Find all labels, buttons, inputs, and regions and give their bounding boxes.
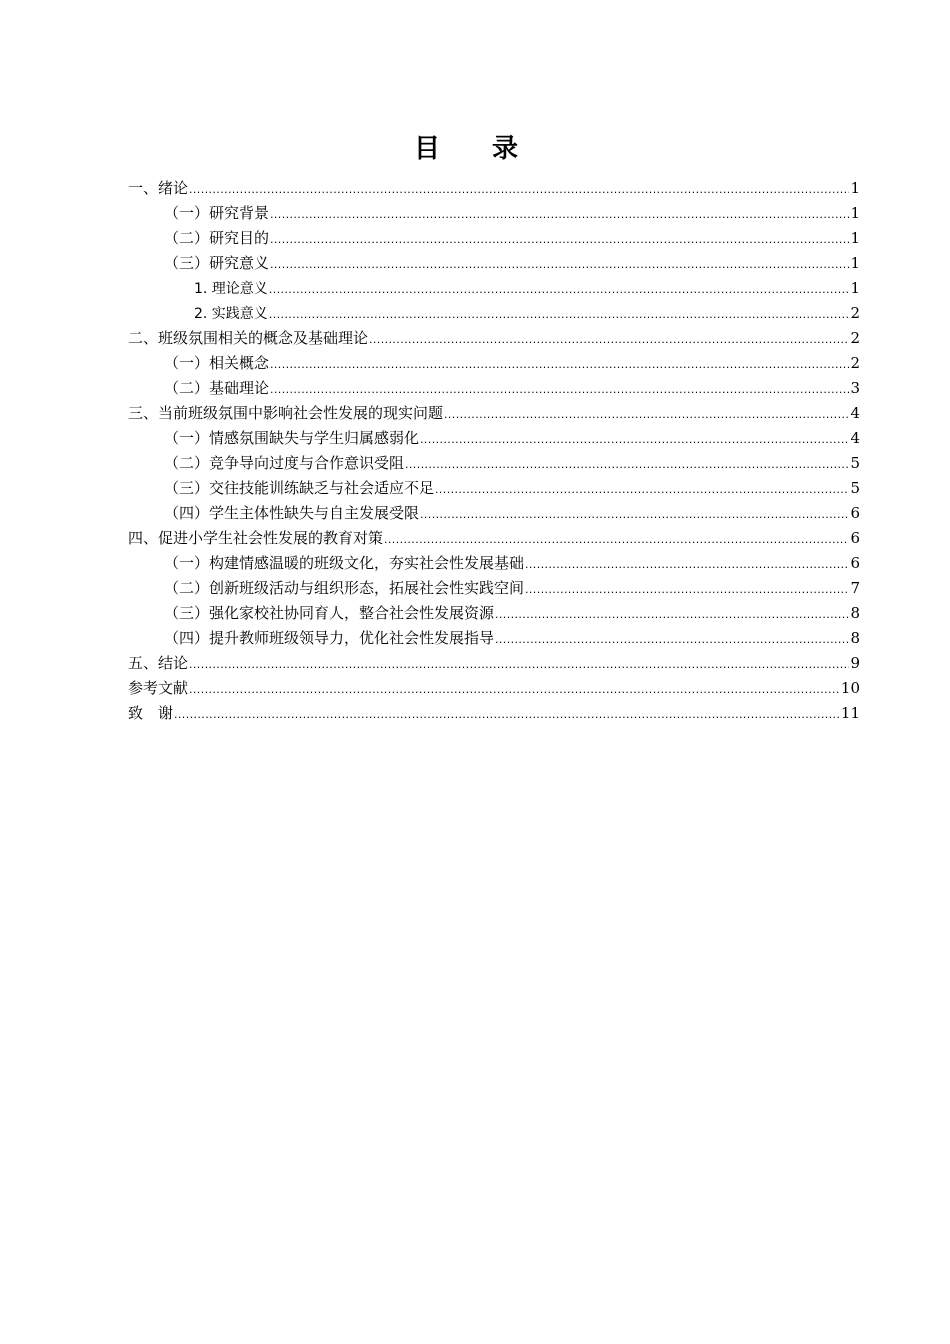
toc-entry-label: 二、班级氛围相关的概念及基础理论 [128, 329, 369, 347]
toc-entry-label: （一）情感氛围缺失与学生归属感弱化 [164, 429, 420, 447]
toc-entry[interactable] [128, 651, 860, 676]
toc-page-number: 10 [840, 679, 860, 697]
toc-entry[interactable] [128, 376, 860, 401]
toc-dot-leader [405, 452, 849, 477]
toc-page-number: 6 [850, 504, 860, 522]
toc-entry-label: （一）研究背景 [164, 204, 270, 222]
toc-entry[interactable] [128, 226, 860, 251]
toc-entry[interactable] [128, 401, 860, 426]
toc-dot-leader [189, 177, 849, 202]
toc-entry-label: 五、结论 [128, 654, 189, 672]
toc-dot-leader [525, 552, 849, 577]
toc-entry[interactable] [128, 501, 860, 526]
toc-page-number: 6 [850, 529, 860, 547]
toc-entry-label: 2. 实践意义 [194, 306, 268, 322]
toc-entry[interactable] [128, 676, 860, 701]
toc-page-number: 4 [850, 404, 860, 422]
toc-entry[interactable] [128, 476, 860, 501]
toc-entry-label: （二）创新班级活动与组织形态，拓展社会性实践空间 [164, 579, 525, 597]
toc-entry-label: （三）交往技能训练缺乏与社会适应不足 [164, 479, 435, 497]
toc-page-number: 1 [850, 204, 860, 222]
toc-page-number: 7 [850, 579, 860, 597]
toc-page-number: 8 [850, 629, 860, 647]
toc-page-number: 4 [850, 429, 860, 447]
toc-dot-leader [270, 227, 849, 252]
toc-entry-label: 1. 理论意义 [194, 281, 268, 297]
toc-dot-leader [420, 502, 849, 527]
toc-page-number: 2 [850, 304, 860, 322]
toc-entry[interactable] [128, 701, 860, 726]
toc-entry-label: （二）研究目的 [164, 229, 270, 247]
toc-entry[interactable] [128, 526, 860, 551]
toc-page-number: 5 [850, 454, 860, 472]
toc-page-number: 1 [850, 279, 860, 297]
toc-entry[interactable] [128, 201, 860, 226]
toc-entry[interactable] [128, 601, 860, 626]
toc-dot-leader [525, 577, 849, 602]
toc-page-number: 11 [840, 704, 860, 722]
toc-entry[interactable] [128, 576, 860, 601]
toc-page-number: 3 [850, 379, 860, 397]
toc-entry[interactable] [128, 251, 860, 276]
toc-dot-leader [270, 252, 849, 277]
toc-entry-label: 四、促进小学生社会性发展的教育对策 [128, 529, 384, 547]
toc-dot-leader [444, 402, 849, 427]
toc-dot-leader [270, 352, 849, 377]
toc-entry-label: 一、绪论 [128, 179, 189, 197]
toc-entry-label: 参考文献 [128, 679, 189, 697]
toc-dot-leader [270, 202, 849, 227]
toc-page-number: 6 [850, 554, 860, 572]
toc-entry-label: （三）强化家校社协同育人，整合社会性发展资源 [164, 604, 495, 622]
toc-dot-leader [189, 677, 840, 702]
toc-entry-label: 致 谢 [128, 704, 174, 722]
toc-dot-leader [435, 477, 849, 502]
toc-entry-label: （二）竞争导向过度与合作意识受阻 [164, 454, 405, 472]
toc-entry-label: 三、当前班级氛围中影响社会性发展的现实问题 [128, 404, 444, 422]
toc-dot-leader [495, 627, 849, 652]
toc-dot-leader [369, 327, 849, 352]
toc-title: 目录 [413, 134, 570, 165]
toc-dot-leader [420, 427, 849, 452]
toc-page-number: 2 [850, 354, 860, 372]
toc-page-number: 1 [850, 179, 860, 197]
toc-entry-label: （一）相关概念 [164, 354, 270, 372]
toc-dot-leader [495, 602, 849, 627]
toc-page-number: 9 [850, 654, 860, 672]
toc-dot-leader [189, 652, 849, 677]
toc-page-number: 5 [850, 479, 860, 497]
toc-entry[interactable] [128, 301, 860, 326]
toc-entry-label: （四）提升教师班级领导力，优化社会性发展指导 [164, 629, 495, 647]
toc-entry-label: （三）研究意义 [164, 254, 270, 272]
toc-entry[interactable] [128, 451, 860, 476]
toc-dot-leader [269, 302, 850, 327]
toc-dot-leader [384, 527, 849, 552]
toc-entry[interactable] [128, 326, 860, 351]
toc-entry[interactable] [128, 276, 860, 301]
toc-entry[interactable] [128, 351, 860, 376]
toc-entry[interactable] [128, 551, 860, 576]
toc-entry-label: （一）构建情感温暖的班级文化，夯实社会性发展基础 [164, 554, 525, 572]
toc-dot-leader [270, 377, 849, 402]
toc-page-number: 8 [850, 604, 860, 622]
toc-entry[interactable] [128, 626, 860, 651]
table-of-contents [128, 176, 860, 726]
toc-dot-leader [269, 277, 850, 302]
toc-entry[interactable] [128, 176, 860, 201]
toc-page-number: 2 [850, 329, 860, 347]
toc-dot-leader [174, 702, 840, 727]
toc-page-number: 1 [850, 254, 860, 272]
toc-entry-label: （四）学生主体性缺失与自主发展受限 [164, 504, 420, 522]
toc-entry[interactable] [128, 426, 860, 451]
toc-entry-label: （二）基础理论 [164, 379, 270, 397]
toc-page-number: 1 [850, 229, 860, 247]
